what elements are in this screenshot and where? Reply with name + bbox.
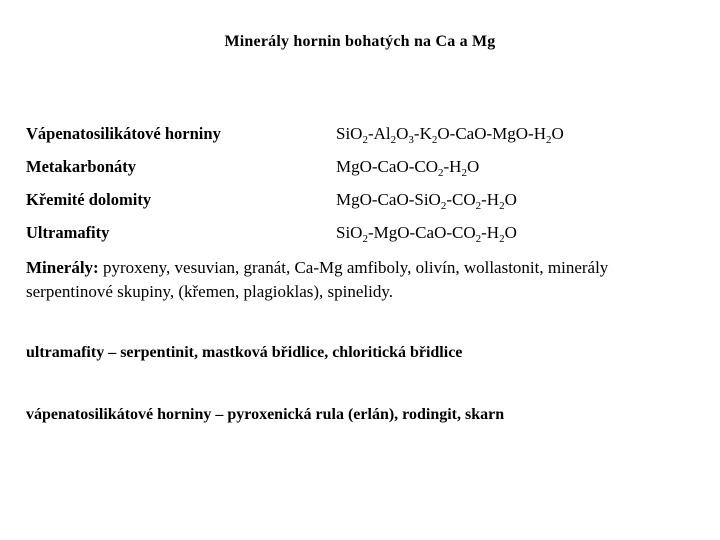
formula-subscript: 2: [362, 233, 368, 245]
rock-name: Vápenatosilikátové horniny: [26, 124, 221, 143]
formula-text: -H: [481, 190, 500, 209]
formula-text: -CO: [446, 190, 476, 209]
formula-text: -MgO-CaO-CO: [367, 223, 476, 242]
minerals-paragraph: [26, 256, 696, 304]
formula-text: O: [504, 223, 517, 242]
formula-subscript: 2: [499, 233, 505, 245]
oxide-formula: [336, 157, 479, 177]
page-title: Minerály hornin bohatých na Ca a Mg: [224, 33, 496, 50]
formula-subscript: 3: [408, 134, 414, 146]
formula-text: SiO: [336, 124, 363, 143]
formula-subscript: 2: [431, 134, 438, 146]
formula-subscript: 2: [499, 200, 505, 212]
oxide-formula: [336, 223, 517, 243]
minerals-label: Minerály:: [26, 258, 99, 277]
rock-row: [26, 190, 706, 214]
formula-text: O: [551, 124, 564, 143]
note-ultramafity: ultramafity – serpentinit, mastková břidlice, chloritická břidlice: [26, 344, 463, 361]
formula-text: O: [396, 124, 409, 143]
formula-text: MgO-CaO-SiO: [336, 190, 441, 209]
formula-text: SiO: [336, 223, 363, 242]
formula-text: -H: [481, 223, 500, 242]
formula-text: -K: [413, 124, 432, 143]
rock-row: [26, 223, 706, 247]
minerals-list: pyroxeny, vesuvian, granát, Ca-Mg amfiboly, olivín, wollastonit, minerály serpentinové skupiny, (křemen, plagioklas), spinelidy.: [26, 258, 609, 301]
rock-row: [26, 157, 706, 181]
note-calc-silicate: vápenatosilikátové horniny – pyroxenická rula (erlán), rodingit, skarn: [26, 406, 505, 423]
oxide-formula: [336, 190, 517, 210]
formula-text: MgO-CaO-CO: [336, 157, 438, 176]
formula-text: O: [504, 190, 517, 209]
formula-text: -H: [443, 157, 462, 176]
rock-name: Křemité dolomity: [26, 190, 152, 209]
formula-subscript: 2: [438, 167, 444, 179]
formula-subscript: 2: [390, 134, 397, 146]
formula-subscript: 2: [545, 134, 552, 146]
formula-subscript: 2: [461, 167, 467, 179]
formula-text: O: [466, 157, 480, 176]
formula-text: -Al: [367, 124, 391, 143]
formula-subscript: 2: [440, 200, 447, 212]
rock-row: [26, 124, 706, 148]
rock-name: Ultramafity: [26, 223, 110, 242]
rock-name: Metakarbonáty: [26, 157, 136, 176]
formula-text: O-CaO-MgO-H: [437, 124, 546, 143]
formula-subscript: 2: [362, 134, 368, 146]
formula-subscript: 2: [475, 200, 482, 212]
formula-subscript: 2: [475, 233, 482, 245]
oxide-formula: [336, 124, 564, 144]
